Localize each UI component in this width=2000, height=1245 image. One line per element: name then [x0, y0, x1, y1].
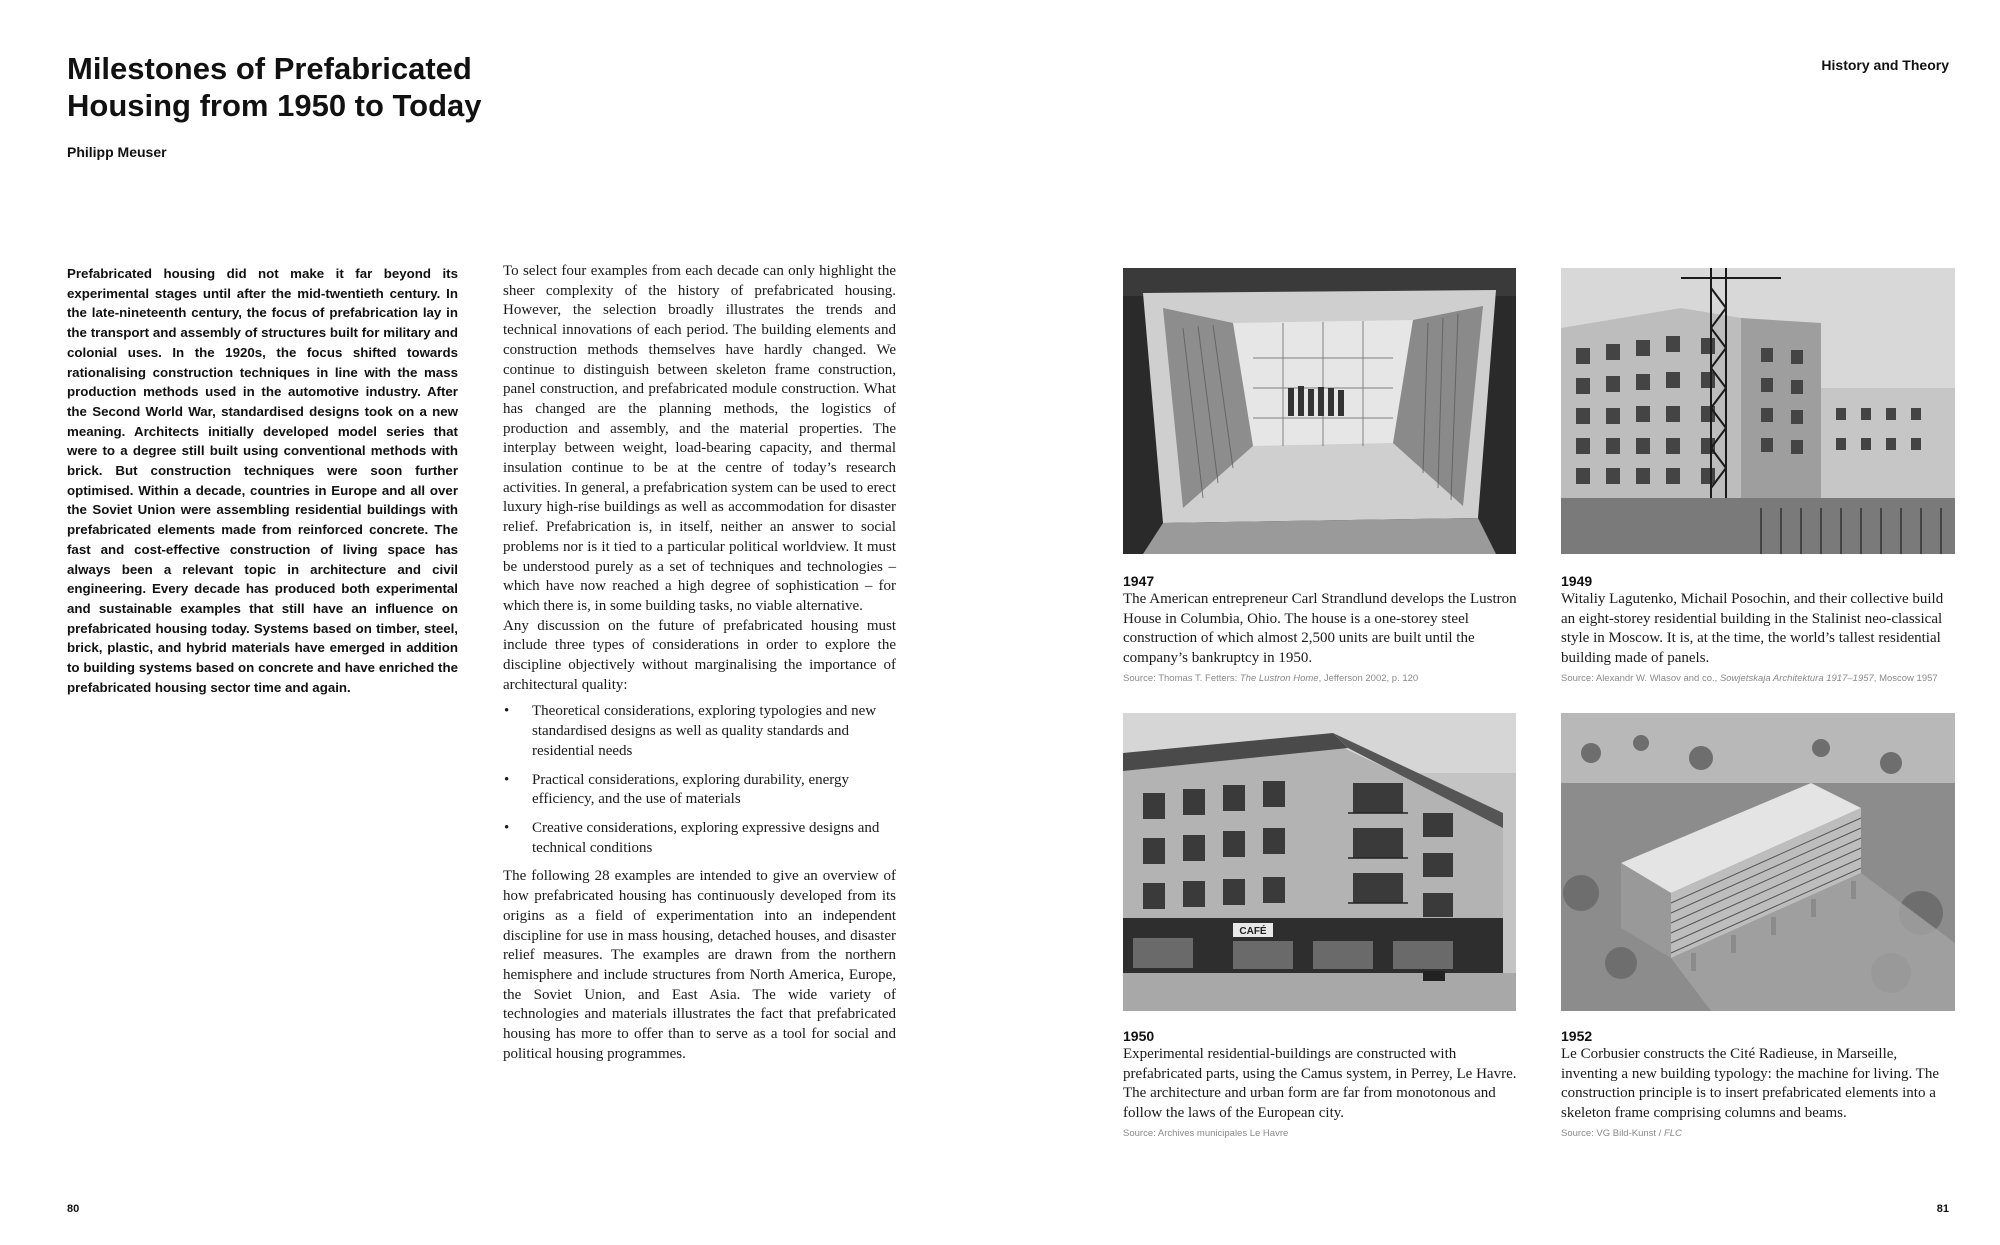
figure-source: Source: Thomas T. Fetters: The Lustron Home, Jefferson 2002, p. 120 — [1123, 672, 1419, 684]
page-number-right: 81 — [1936, 1203, 1949, 1215]
figure-caption-1950 — [1123, 1027, 1519, 1139]
considerations-list — [503, 702, 896, 858]
bullet-icon: • — [504, 771, 510, 788]
photo-cite-radieuse — [1561, 713, 1955, 1011]
figure-caption-1949 — [1561, 572, 1957, 684]
figure-caption-text: The American entrepreneur Carl Strandlund develops the Lustron House in Columbia, Ohio. The house is a one-storey steel construction of which almost 2,500 units are built until the company’s bankruptcy in 1950. — [1123, 591, 1517, 667]
body-text — [503, 262, 896, 1064]
photo-moscow-building — [1561, 268, 1955, 554]
figure-caption-text: Experimental residential-buildings are constructed with prefabricated parts, using the Camus system, in Perrey, Le Havre. The architecture and urban form are far from monotonous and follow the laws of the European city. — [1123, 1046, 1517, 1122]
body-paragraph: Any discussion on the future of prefabricated housing must include three types of considerations in order to explore the discipline objectively without marginalising the importance of architectural quality: — [503, 617, 896, 693]
figure-caption-1947 — [1123, 572, 1519, 684]
section-title: History and Theory — [1821, 57, 1949, 73]
list-item: • Theoretical considerations, exploring typologies and new standardised designs as well as quality standards and residential needs — [504, 703, 877, 759]
figure-year: 1949 — [1561, 573, 1593, 589]
figure-caption-text: Le Corbusier constructs the Cité Radieuse, in Marseille, inventing a new building typology: the machine for living. The construction principle is to insert prefabricated elements into a skeleton frame comprising columns and beams. — [1561, 1046, 1939, 1122]
body-paragraph: To select four examples from each decade can only highlight the sheer complexity of the history of prefabricated housing. However, the selection broadly illustrates the trends and technical innovations of each period. The building elements and construction methods themselves have hardly changed. We continue to distinguish between skeleton frame construction, panel construction, and prefabricated module construction. What has changed are the planning methods, the logistics of production and assembly, and the material properties. The interplay between weight, load-bearing capacity, and thermal insulation continue to be at the centre of today’s research activities. In general, a prefabrication system can be used to erect luxury high-rise buildings as well as accommodation for disaster relief. Prefabrication is, in itself, neither an answer to social problems nor is it tied to a particular political worldview. It must be understood purely as a set of techniques and technologies – which have now reached a high degree of sophistication – for which there is, in some building tasks, no viable alternative. — [503, 263, 896, 614]
bullet-icon: • — [504, 819, 510, 836]
figure-caption-text: Witaliy Lagutenko, Michail Posochin, and their collective build an eight-storey residential building in the Stalinist neo-classical style in Moscow. It is, at the time, the world’s tallest residential building made of panels. — [1561, 591, 1944, 667]
page-number-left: 80 — [67, 1203, 80, 1215]
figure-source: Source: VG Bild-Kunst / FLC — [1561, 1127, 1682, 1139]
bullet-icon: • — [504, 703, 510, 720]
list-item: • Practical considerations, exploring durability, energy efficiency, and the use of materials — [504, 771, 849, 808]
figure-source: Source: Alexandr W. Wlasov and co., Sowjetskaja Architektura 1917–1957, Moscow 1957 — [1561, 672, 1938, 684]
page-title: Milestones of Prefabricated Housing from 1950 to Today — [67, 51, 482, 123]
photo-le-havre-buildings — [1123, 713, 1516, 1011]
figure-year: 1947 — [1123, 573, 1155, 589]
intro-paragraph: Prefabricated housing did not make it far beyond its experimental stages until after the mid-twentieth century. In the late-nineteenth century, the focus of prefabrication lay in the transport and assembly of structures built for military and colonial uses. In the 1920s, the focus shifted towards rationalising construction techniques in line with the mass production methods used in the automotive industry. After the Second World War, standardised designs took on a new meaning. Architects initially developed model series that were to a degree still built using conventional methods with brick. But construction techniques were soon further optimised. Within a decade, countries in Europe and all over the Soviet Union were assembling residential buildings with prefabricated elements made from reinforced concrete. The fast and cost-effective construction of living space has always been a relevant topic in architecture and civil engineering. Every decade has produced both experimental and sustainable examples that still have an influence on prefabricated housing today. Systems based on timber, steel, brick, plastic, and hybrid materials have emerged in addition to building systems based on concrete and have enriched the prefabricated housing sector time and again. — [67, 266, 458, 695]
photo-lustron-model — [1123, 268, 1516, 554]
author-name: Philipp Meuser — [67, 144, 167, 160]
list-item: • Creative considerations, exploring expressive designs and technical conditions — [504, 819, 880, 856]
figure-year: 1952 — [1561, 1028, 1593, 1044]
figure-year: 1950 — [1123, 1028, 1155, 1044]
figure-caption-1952 — [1561, 1027, 1957, 1139]
figure-source: Source: Archives municipales Le Havre — [1123, 1127, 1289, 1139]
body-paragraph: The following 28 examples are intended to give an overview of how prefabricated housing has continuously developed from its origins as a field of experimentation into an independent discipline for use in mass housing, detached houses, and disaster relief measures. The examples are drawn from the northern hemisphere and include structures from North America, Europe, the Soviet Union, and East Asia. The wide variety of technologies and materials illustrates the fact that prefabricated housing has more to offer than to serve as a tool for social and political housing programmes. — [503, 868, 896, 1062]
shop-sign-text: CAFÉ — [1239, 926, 1267, 937]
